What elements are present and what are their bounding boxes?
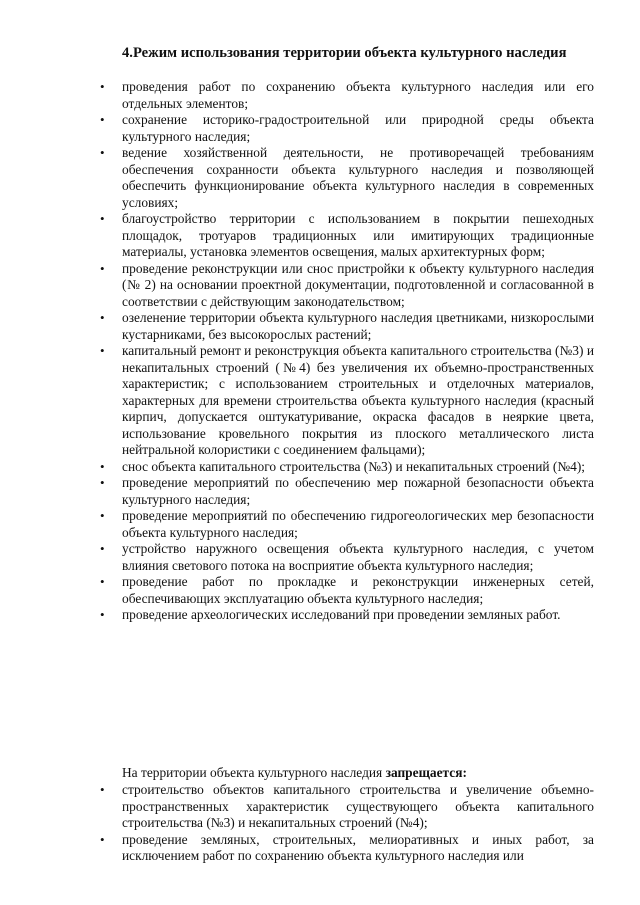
list-item-text: ведение хозяйственной деятельности, не противоречащей требованиям обеспечения сохранности объекта культурного наследия и позволяющей обеспечить функционирование объекта культурного наследия в современных условиях;	[122, 145, 594, 210]
bullet-icon: •	[100, 541, 105, 556]
allowed-activities-list	[0, 79, 640, 624]
bullet-icon: •	[100, 508, 105, 523]
list-item-text: озеленение территории объекта культурного наследия цветниками, низкорослыми кустарниками, без высокорослых растений;	[122, 310, 594, 342]
list-item	[0, 343, 594, 459]
list-item-text: строительство объектов капитального строительства и увеличение объемно-пространственных характеристик существующего объекта капитального строительства (№3) и некапитальных строений (№4);	[122, 782, 594, 830]
bullet-icon: •	[100, 310, 105, 325]
bullet-icon: •	[100, 607, 105, 622]
list-item	[0, 475, 594, 508]
list-item	[0, 310, 594, 343]
prohibition-paragraph	[122, 765, 594, 782]
list-item	[0, 261, 594, 311]
bullet-icon: •	[100, 79, 105, 94]
bullet-icon: •	[100, 211, 105, 226]
list-item	[0, 112, 594, 145]
list-item	[0, 782, 594, 832]
bullet-icon: •	[100, 112, 105, 127]
list-item	[0, 607, 594, 624]
list-item-text: проведение мероприятий по обеспечению гидрогеологических мер безопасности объекта культурного наследия;	[122, 508, 594, 540]
prohibited-activities-list	[0, 782, 640, 865]
bullet-icon: •	[100, 260, 105, 276]
list-item-text: проведение реконструкции или снос пристройки к объекту культурного наследия (№ 2) на основании проектной документации, подготовленной и согласованной в соответствии с действующим законодательством;	[122, 260, 594, 309]
list-item	[0, 79, 594, 112]
prohibition-keyword: запрещается:	[385, 765, 467, 780]
list-item-text: устройство наружного освещения объекта культурного наследия, с учетом влияния светового потока на восприятие объекта культурного наследия;	[122, 541, 594, 573]
list-item-text: благоустройство территории с использованием в покрытии пешеходных площадок, тротуаров традиционных или имитирующих традиционные материалы, установка элементов освещения, малых архитектурных форм;	[122, 211, 594, 259]
list-item-text: проведение работ по прокладке и реконструкции инженерных сетей, обеспечивающих эксплуатацию объекта культурного наследия;	[122, 574, 594, 606]
bullet-icon: •	[100, 343, 105, 358]
list-item	[0, 508, 594, 541]
bullet-icon: •	[100, 145, 105, 160]
list-item	[0, 574, 594, 607]
list-item-text: проведение мероприятий по обеспечению мер пожарной безопасности объекта культурного наследия;	[122, 475, 594, 507]
bullet-icon: •	[100, 831, 105, 847]
list-item-text: проведение археологических исследований при проведении земляных работ.	[122, 607, 561, 622]
list-item	[0, 832, 594, 865]
bullet-icon: •	[100, 458, 105, 474]
bullet-icon: •	[100, 782, 105, 797]
list-item-text: снос объекта капитального строительства (№3) и некапитальных строений (№4);	[122, 458, 586, 474]
list-item-text: сохранение историко-градостроительной или природной среды объекта культурного наследия;	[122, 112, 594, 144]
prohibition-intro: На территории объекта культурного наследия	[122, 765, 386, 780]
bullet-icon: •	[100, 574, 105, 589]
list-item-text: проведение земляных, строительных, мелиоративных и иных работ, за исключением работ по сохранению объекта культурного наследия или	[122, 831, 594, 863]
list-item	[0, 145, 594, 211]
section-heading: 4.Режим использования территории объекта культурного наследия	[122, 45, 567, 61]
list-item	[0, 459, 594, 476]
list-item	[0, 541, 594, 574]
bullet-icon: •	[100, 475, 105, 490]
list-item	[0, 211, 594, 261]
list-item-text: проведения работ по сохранению объекта культурного наследия или его отдельных элементов;	[122, 79, 594, 111]
list-item-text: капитальный ремонт и реконструкция объекта капитального строительства (№3) и некапитальных строений (№4) без увеличения их объемно-пространственных характеристик; с использованием строительных и отделочных материалов, характерных для времени строительства объекта культурного наследия (красный кирпич, допускается оштукатуривание, окраска фасадов в неяркие цвета, использование кровельного покрытия из плоского металлического листа нейтральной колористики с соединением фальцами);	[122, 343, 594, 457]
